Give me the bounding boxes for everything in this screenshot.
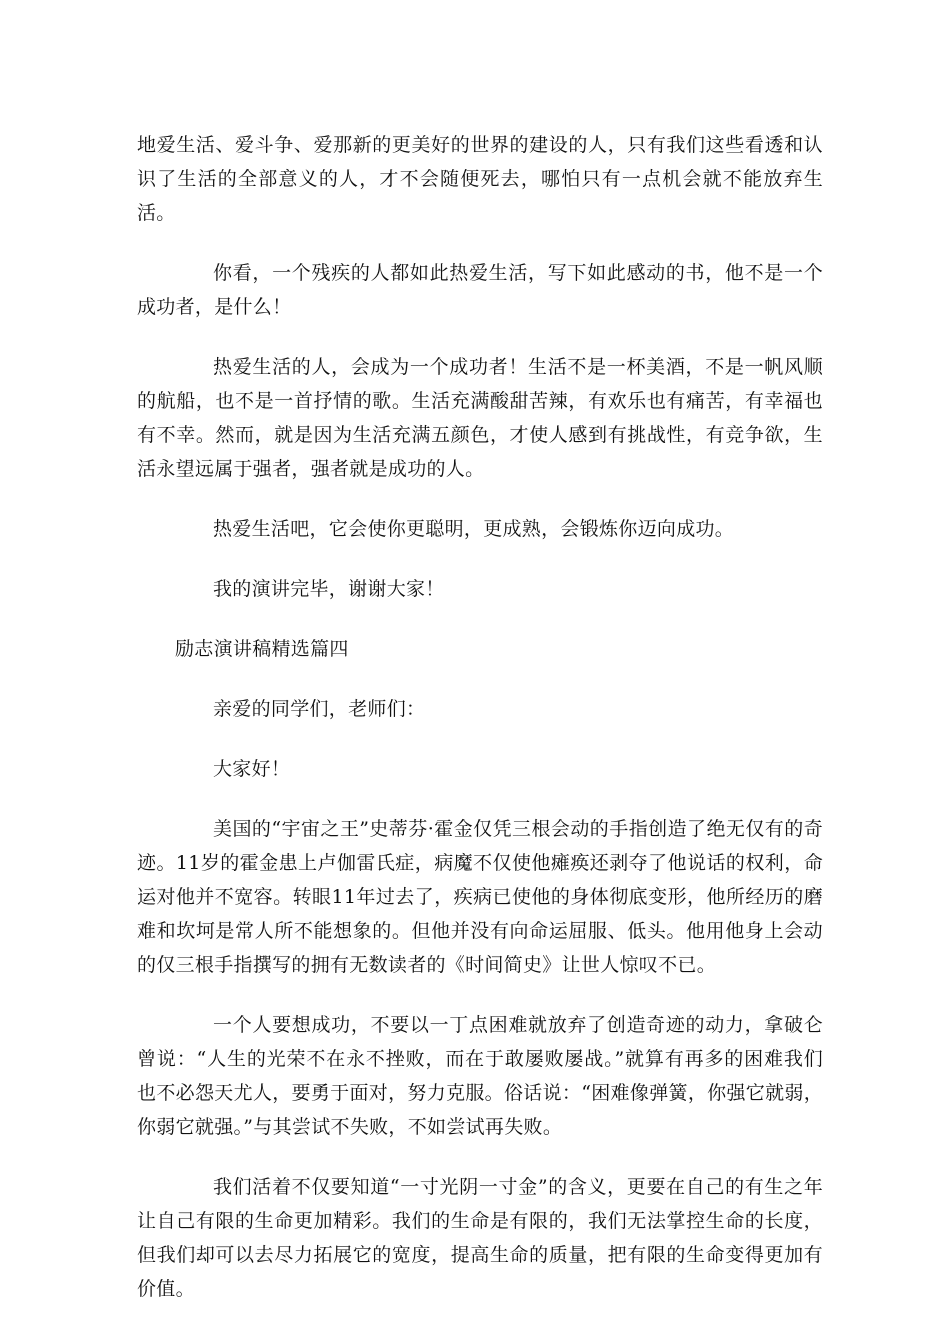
paragraph: 你看，一个残疾的人都如此热爱生活，写下如此感动的书，他不是一个成功者，是什么！ (137, 262, 823, 318)
paragraph: 我的演讲完毕，谢谢大家！ (213, 578, 445, 600)
paragraph: 热爱生活吧，它会使你更聪明，更成熟，会锻炼你迈向成功。 (213, 518, 735, 540)
paragraph: 美国的“宇宙之王”史蒂芬·霍金仅凭三根会动的手指创造了绝无仅有的奇迹。11岁的霍金患上卢伽雷氏症，病魔不仅使他瘫痪还剥夺了他说话的权利，命运对他并不宽容。转眼11年过去了，疾病已使他的身体彻底变形，他所经历的磨难和坎坷是常人所不能想象的。但他并没有向命运屈服、低头。他用他身上会动的仅三根手指撰写的拥有无数读者的《时间简史》让世人惊叹不已。 (137, 818, 823, 976)
paragraph: 热爱生活的人，会成为一个成功者！生活不是一杯美酒，不是一帆风顺的航船，也不是一首抒情的歌。生活充满酸甜苦辣，有欢乐也有痛苦，有幸福也有不幸。然而，就是因为生活充满五颜色，才使人感到有挑战性，有竞争欲，生活永望远属于强者，强者就是成功的人。 (137, 356, 823, 480)
hello-line: 大家好！ (213, 758, 291, 780)
paragraph: 我们活着不仅要知道“一寸光阴一寸金”的含义，更要在自己的有生之年让自己有限的生命更加精彩。我们的生命是有限的，我们无法掌控生命的长度，但我们却可以去尽力拓展它的宽度，提高生命的质量，把有限的生命变得更加有价值。 (137, 1176, 823, 1300)
paragraph: 一个人要想成功，不要以一丁点困难就放弃了创造奇迹的动力，拿破仑曾说：“人生的光荣不在永不挫败，而在于敢屡败屡战。”就算有再多的困难我们也不必怨天尤人，要勇于面对，努力克服。俗话说：“困难像弹簧，你强它就弱，你弱它就强。”与其尝试不失败，不如尝试再失败。 (137, 1014, 823, 1138)
section-heading: 励志演讲稿精选篇四 (175, 638, 349, 660)
document-body (137, 128, 823, 1332)
paragraph: 地爱生活、爱斗争、爱那新的更美好的世界的建设的人，只有我们这些看透和认识了生活的全部意义的人，才不会随便死去，哪怕只有一点机会就不能放弃生活。 (137, 134, 823, 224)
greeting: 亲爱的同学们，老师们： (213, 698, 426, 720)
